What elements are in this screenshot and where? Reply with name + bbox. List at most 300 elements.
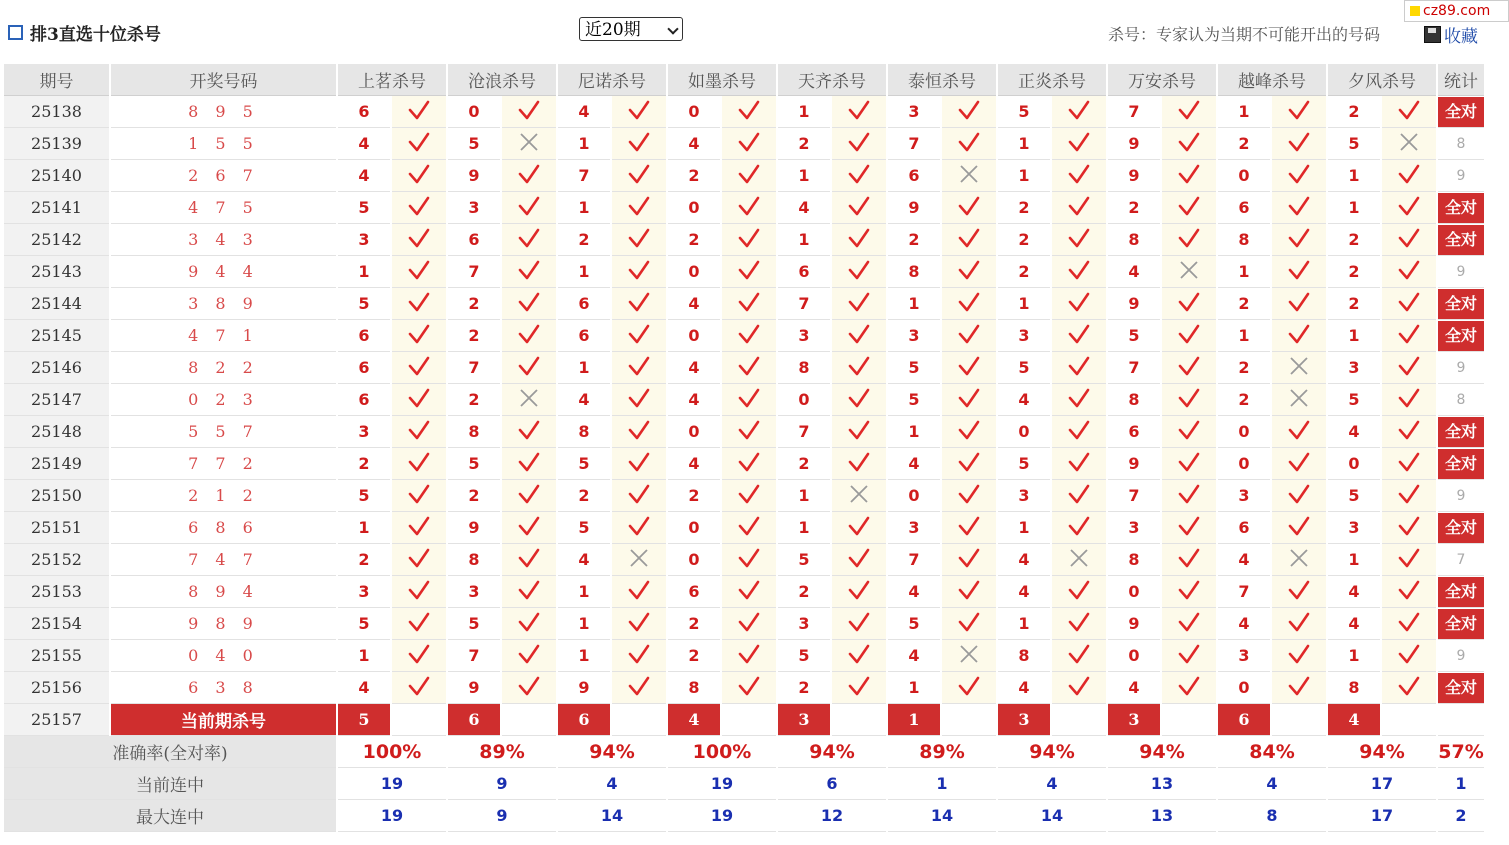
current-empty-cell [1052,704,1106,736]
check-icon [628,515,650,537]
kill-number: 6 [778,256,830,288]
check-icon [408,515,430,537]
check-icon [408,547,430,569]
check-icon [958,611,980,633]
check-icon [1288,675,1310,697]
kill-number: 4 [998,384,1050,416]
hit-mark [832,608,886,640]
kill-number: 7 [448,352,500,384]
draw-number: 7 4 7 [111,544,336,576]
issue-number: 25152 [4,544,109,576]
check-icon [958,419,980,441]
accuracy-value: 89% [888,736,996,768]
current-streak-value: 4 [558,768,666,800]
draw-number: 3 8 9 [111,288,336,320]
miss-mark [1272,544,1326,576]
hit-mark [612,192,666,224]
hit-mark [1382,384,1436,416]
kill-number: 9 [888,192,940,224]
row-stat [1438,96,1484,128]
accuracy-value: 89% [448,736,556,768]
kill-number: 4 [1108,672,1160,704]
check-icon [738,675,760,697]
hit-mark [832,640,886,672]
hit-mark [1052,256,1106,288]
check-icon [628,355,650,377]
issue-number: 25150 [4,480,109,512]
check-icon [958,579,980,601]
hit-mark [1382,512,1436,544]
row-stat: 9 [1438,256,1484,288]
hit-mark [612,672,666,704]
hit-mark [1382,192,1436,224]
hit-mark [392,576,446,608]
check-icon [738,227,760,249]
kill-number: 4 [668,448,720,480]
page-title [8,20,161,45]
check-icon [738,387,760,409]
kill-number: 1 [888,672,940,704]
issue-number: 25147 [4,384,109,416]
hit-mark [1272,224,1326,256]
check-icon [848,195,870,217]
kill-number: 3 [1328,352,1380,384]
accuracy-value: 100% [338,736,446,768]
current-issue-number: 25157 [4,704,109,736]
current-kill-number: 3 [1108,704,1160,736]
current-empty-cell [1162,704,1216,736]
max-streak-label: 最大连中 [4,800,336,832]
check-icon [1178,99,1200,121]
issue-number: 25138 [4,96,109,128]
check-icon [738,291,760,313]
miss-mark [502,128,556,160]
check-icon [518,419,540,441]
hit-mark [942,544,996,576]
hit-mark [502,192,556,224]
miss-mark [1052,544,1106,576]
row-stat: 8 [1438,384,1484,416]
hit-mark [1162,128,1216,160]
all-correct-badge: 全对 [1438,609,1484,639]
check-icon [518,259,540,281]
hit-mark [392,288,446,320]
check-icon [408,419,430,441]
hit-mark [832,224,886,256]
check-icon [738,547,760,569]
max-streak-value: 14 [558,800,666,832]
check-icon [1068,675,1090,697]
hit-mark [1162,608,1216,640]
draw-number: 9 4 4 [111,256,336,288]
issue-number: 25141 [4,192,109,224]
check-icon [848,323,870,345]
hit-mark [1052,640,1106,672]
current-streak-value: 19 [338,768,446,800]
check-icon [1398,451,1420,473]
hit-mark [722,416,776,448]
kill-number: 2 [998,256,1050,288]
accuracy-value: 94% [998,736,1106,768]
check-icon [518,323,540,345]
row-stat: 8 [1438,128,1484,160]
kill-number: 2 [448,384,500,416]
all-correct-badge: 全对 [1438,289,1484,319]
check-icon [1398,387,1420,409]
check-icon [1178,227,1200,249]
table-row [4,128,1484,160]
kill-number: 0 [778,384,830,416]
row-stat [1438,672,1484,704]
hit-mark [832,160,886,192]
hit-mark [722,320,776,352]
row-stat [1438,608,1484,640]
hit-mark [392,224,446,256]
check-icon [628,611,650,633]
kill-number: 4 [338,128,390,160]
chevron-down-icon [667,23,678,34]
check-icon [1288,131,1310,153]
table-row [4,416,1484,448]
check-icon [408,195,430,217]
kill-number: 4 [558,96,610,128]
row-stat [1438,416,1484,448]
kill-number: 1 [558,576,610,608]
kill-number: 1 [998,512,1050,544]
check-icon [958,99,980,121]
draw-number: 6 3 8 [111,672,336,704]
kill-number: 1 [998,160,1050,192]
miss-mark [832,480,886,512]
check-icon [1178,483,1200,505]
hit-mark [1272,288,1326,320]
hit-mark [392,416,446,448]
check-icon [518,547,540,569]
hit-mark [502,416,556,448]
kill-number: 6 [558,320,610,352]
check-icon [848,131,870,153]
hit-mark [612,160,666,192]
check-icon [628,675,650,697]
kill-number: 4 [1108,256,1160,288]
max-streak-value: 19 [338,800,446,832]
current-streak-value: 4 [998,768,1106,800]
hit-mark [612,128,666,160]
check-icon [1068,451,1090,473]
hit-mark [392,128,446,160]
check-icon [848,611,870,633]
check-icon [738,195,760,217]
check-icon [958,483,980,505]
hit-mark [722,640,776,672]
save-link[interactable] [1424,22,1478,47]
current-empty-cell [502,704,556,736]
hit-mark [722,384,776,416]
check-icon [1178,675,1200,697]
accuracy-value: 94% [1108,736,1216,768]
kill-number: 5 [448,608,500,640]
kill-number: 7 [888,128,940,160]
hit-mark [1162,640,1216,672]
hit-mark [1272,256,1326,288]
hit-mark [1272,128,1326,160]
kill-number: 0 [1108,576,1160,608]
current-streak-value: 1 [888,768,996,800]
header-expert: 尼诺杀号 [558,64,666,96]
check-icon [738,419,760,441]
check-icon [848,163,870,185]
hit-mark [832,384,886,416]
current-kill-number: 3 [778,704,830,736]
current-streak-row [4,768,1484,800]
kill-number: 4 [668,352,720,384]
draw-number: 2 1 2 [111,480,336,512]
kill-number: 1 [1218,320,1270,352]
hit-mark [722,96,776,128]
hit-mark [612,640,666,672]
check-icon [738,131,760,153]
kill-number: 4 [338,672,390,704]
miss-mark [1162,256,1216,288]
issue-number: 25149 [4,448,109,480]
check-icon [518,611,540,633]
current-empty-cell [612,704,666,736]
kill-number: 1 [558,608,610,640]
cross-icon [848,483,870,505]
check-icon [1178,195,1200,217]
kill-number: 5 [998,96,1050,128]
table-row [4,96,1484,128]
check-icon [1068,195,1090,217]
kill-number: 1 [1328,640,1380,672]
kill-number: 1 [778,512,830,544]
table-row [4,160,1484,192]
check-icon [738,515,760,537]
check-icon [1178,547,1200,569]
all-correct-badge: 全对 [1438,449,1484,479]
kill-number: 4 [1328,608,1380,640]
kill-number: 5 [998,352,1050,384]
kill-number: 2 [1328,256,1380,288]
kill-number: 6 [338,352,390,384]
hit-mark [1272,640,1326,672]
check-icon [1178,323,1200,345]
current-kill-number: 4 [1328,704,1380,736]
kill-number: 5 [558,512,610,544]
kill-number: 2 [778,672,830,704]
check-icon [848,227,870,249]
check-icon [408,259,430,281]
row-stat [1438,320,1484,352]
hit-mark [1162,512,1216,544]
kill-number: 3 [338,576,390,608]
kill-number: 2 [668,608,720,640]
check-icon [848,451,870,473]
kill-number: 1 [558,192,610,224]
kill-number: 9 [1108,128,1160,160]
hit-mark [392,256,446,288]
check-icon [958,451,980,473]
hit-mark [1382,352,1436,384]
draw-number: 1 5 5 [111,128,336,160]
check-icon [848,387,870,409]
check-icon [958,259,980,281]
miss-mark [942,640,996,672]
kill-number: 1 [778,480,830,512]
hit-mark [1052,416,1106,448]
hit-mark [1052,96,1106,128]
check-icon [848,99,870,121]
hit-mark [502,256,556,288]
hit-mark [832,448,886,480]
hit-mark [502,448,556,480]
kill-number: 5 [1328,384,1380,416]
check-icon [518,675,540,697]
hit-mark [1382,640,1436,672]
hit-mark [722,224,776,256]
hit-mark [832,352,886,384]
site-logo[interactable]: cz89.com [1404,0,1509,22]
kill-number: 3 [888,96,940,128]
miss-mark [1272,352,1326,384]
check-icon [1178,291,1200,313]
check-icon [518,515,540,537]
hit-mark [722,576,776,608]
kill-number: 1 [558,352,610,384]
kill-number: 1 [1328,320,1380,352]
check-icon [848,579,870,601]
hit-mark [1272,96,1326,128]
issue-number: 25140 [4,160,109,192]
hit-mark [942,672,996,704]
period-select[interactable] [579,17,683,41]
accuracy-value: 84% [1218,736,1326,768]
kill-number: 3 [448,192,500,224]
kill-number: 1 [1218,96,1270,128]
hit-mark [1162,320,1216,352]
kill-number: 0 [668,192,720,224]
check-icon [628,259,650,281]
row-stat [1438,448,1484,480]
check-icon [628,227,650,249]
hit-mark [832,192,886,224]
current-streak-value: 19 [668,768,776,800]
check-icon [1178,387,1200,409]
kill-number: 4 [668,128,720,160]
current-kill-number: 6 [1218,704,1270,736]
kill-number: 2 [668,160,720,192]
cross-icon [1288,387,1310,409]
header-expert: 夕风杀号 [1328,64,1436,96]
hit-mark [502,320,556,352]
kill-number: 5 [448,448,500,480]
check-icon [408,131,430,153]
all-correct-badge: 全对 [1438,321,1484,351]
kill-number: 2 [558,480,610,512]
check-icon [958,131,980,153]
all-correct-badge: 全对 [1438,97,1484,127]
issue-number: 25148 [4,416,109,448]
check-icon [848,419,870,441]
kill-number: 3 [998,320,1050,352]
issue-number: 25144 [4,288,109,320]
hit-mark [1382,256,1436,288]
kill-number: 1 [558,256,610,288]
kill-number: 0 [448,96,500,128]
check-icon [1398,643,1420,665]
hit-mark [832,256,886,288]
kill-number: 7 [1108,96,1160,128]
table-row [4,672,1484,704]
kill-number: 0 [668,512,720,544]
current-streak-value: 9 [448,768,556,800]
current-empty-cell [392,704,446,736]
kill-number: 4 [998,576,1050,608]
current-empty-cell [1272,704,1326,736]
hit-mark [832,96,886,128]
check-icon [1288,451,1310,473]
kill-number: 5 [888,384,940,416]
kill-number: 4 [338,160,390,192]
kill-number: 1 [998,608,1050,640]
current-streak-value: 4 [1218,768,1326,800]
kill-number: 3 [448,576,500,608]
hit-mark [722,352,776,384]
check-icon [1178,611,1200,633]
kill-number: 7 [778,416,830,448]
kill-number: 1 [888,416,940,448]
hit-mark [722,512,776,544]
kill-number: 8 [1108,384,1160,416]
kill-number: 2 [1328,224,1380,256]
draw-number: 4 7 1 [111,320,336,352]
check-icon [628,483,650,505]
all-correct-badge: 全对 [1438,577,1484,607]
hit-mark [392,384,446,416]
header-expert: 越峰杀号 [1218,64,1326,96]
kill-number: 3 [888,512,940,544]
hit-mark [1382,480,1436,512]
kill-number: 8 [1108,544,1160,576]
row-stat: 9 [1438,352,1484,384]
draw-number: 2 6 7 [111,160,336,192]
hit-mark [502,672,556,704]
hit-mark [1272,448,1326,480]
max-streak-value: 14 [888,800,996,832]
hit-mark [942,416,996,448]
hit-mark [612,352,666,384]
hit-mark [612,448,666,480]
kill-number: 2 [338,544,390,576]
miss-mark [1382,128,1436,160]
current-streak-value: 1 [1438,768,1484,800]
kill-number: 4 [668,384,720,416]
hit-mark [392,96,446,128]
check-icon [958,195,980,217]
kill-number: 2 [778,448,830,480]
check-icon [848,547,870,569]
draw-number: 8 9 4 [111,576,336,608]
check-icon [1398,675,1420,697]
issue-number: 25155 [4,640,109,672]
draw-number: 7 7 2 [111,448,336,480]
check-icon [738,611,760,633]
check-icon [628,451,650,473]
check-icon [958,387,980,409]
kill-number: 4 [1218,608,1270,640]
check-icon [628,387,650,409]
hit-mark [1162,96,1216,128]
